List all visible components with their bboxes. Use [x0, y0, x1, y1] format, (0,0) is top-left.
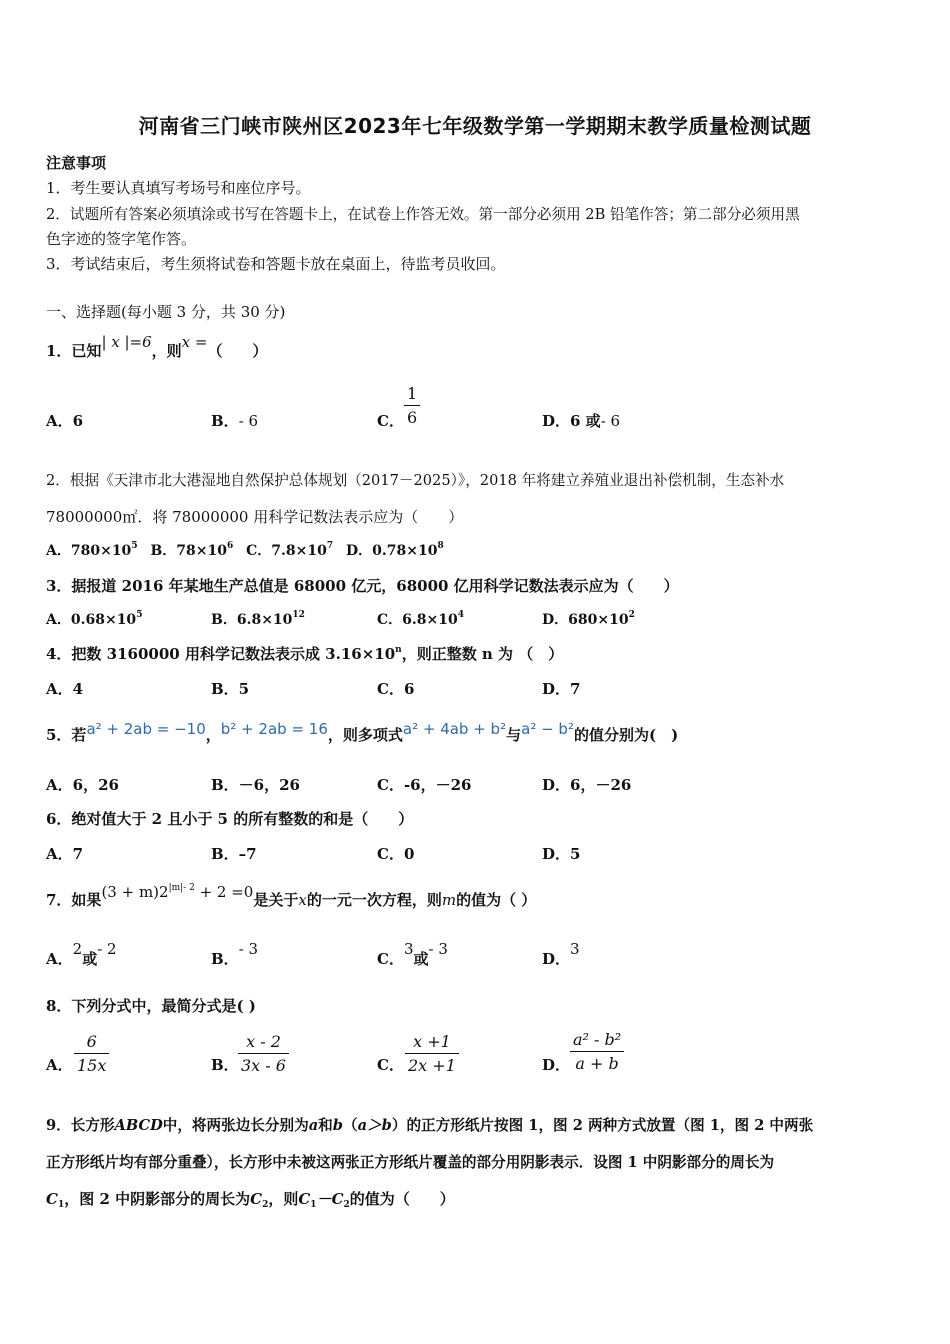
q7-a-or: 或: [82, 950, 98, 968]
q2-option-d[interactable]: [346, 543, 444, 559]
q7-var-m: m: [441, 891, 457, 909]
q1-variable: x =: [181, 333, 208, 351]
q7-eq-tail: + 2 =0: [194, 883, 254, 901]
q2-a-text: A．780×10: [46, 543, 132, 559]
q6-option-a[interactable]: A．7: [46, 845, 84, 863]
q7-equation: [101, 883, 253, 901]
q4-option-a[interactable]: A．4: [46, 680, 84, 698]
q8-d-numerator: a² - b²: [570, 1030, 624, 1052]
q7-option-d[interactable]: [542, 940, 580, 969]
q3-c-text: C．6.8×10: [377, 612, 458, 628]
q2-b-text: B．78×10: [150, 543, 227, 559]
q1-suffix: （ ）: [207, 342, 268, 360]
q5-comma: ，: [205, 726, 221, 744]
q3-d-text: D．680×10: [542, 612, 629, 628]
q1-d-value: 6 或: [570, 412, 601, 430]
q1-a-label: A．: [46, 412, 73, 430]
q1-c-numerator: 1: [404, 384, 420, 406]
q7-b-value: - 3: [238, 940, 259, 958]
q1-b-value: - 6: [238, 412, 259, 430]
q3-option-b[interactable]: [211, 609, 305, 629]
q3-c-exp: 4: [457, 610, 464, 620]
q5-prefix: 5．若: [46, 726, 87, 744]
q8-a-fraction: [74, 1032, 109, 1075]
q5-equation-2: b² + 2ab = 16: [220, 720, 328, 738]
q4-option-b[interactable]: B．5: [211, 680, 250, 698]
notice-item-2-cont: 色字迹的签字笔作答。: [46, 230, 197, 248]
q5-option-a[interactable]: A．6，26: [46, 776, 119, 794]
q3-a-exp: 5: [136, 610, 143, 620]
q1-option-a[interactable]: [46, 410, 83, 431]
question-4: [46, 643, 563, 664]
q5-suffix: 的值分别为( ): [573, 726, 679, 744]
q7-a-value-2: - 2: [97, 940, 117, 958]
q9-l3-c2b-sub: 2: [343, 1200, 350, 1210]
question-2-line-1: 2．根据《天津市北大港湿地自然保护总体规划（2017－2025）》，2018 年将建立养殖业退出补偿机制，生态补水: [46, 472, 785, 489]
question-7: [46, 883, 537, 910]
q7-b-label: B．: [211, 950, 239, 968]
q2-option-b[interactable]: [150, 543, 233, 559]
q8-d-fraction: [570, 1030, 624, 1073]
q7-option-a[interactable]: [46, 940, 117, 969]
q9-l3-c2: C: [250, 1190, 263, 1208]
q7-var-x: x: [298, 891, 307, 909]
q3-option-c[interactable]: [377, 609, 464, 629]
q2-c-text: C．7.8×10: [246, 543, 327, 559]
q2-option-c[interactable]: [246, 543, 333, 559]
q5-expression-2: a² − b²: [521, 720, 574, 738]
q3-d-exp: 2: [628, 610, 635, 620]
q8-option-b[interactable]: B．: [211, 1056, 239, 1074]
q9-l3-b: ，图 2 中阴影部分的周长为: [64, 1190, 251, 1208]
q2-d-exp: 8: [437, 541, 444, 551]
q5-equation-1: a² + 2ab = −10: [86, 720, 206, 738]
q6-option-c[interactable]: C．0: [377, 845, 415, 863]
q1-c-denominator: 6: [407, 408, 418, 427]
q8-b-fraction: [238, 1032, 289, 1075]
notice-item-1: 1．考生要认真填写考场号和座位序号。: [46, 179, 311, 197]
q3-option-d[interactable]: [542, 609, 635, 629]
q6-option-b[interactable]: B．–7: [211, 845, 257, 863]
q6-option-d[interactable]: D．5: [542, 845, 581, 863]
q8-option-a[interactable]: A．: [46, 1056, 73, 1074]
notice-heading: 注意事项: [46, 154, 107, 172]
q2-b-exp: 6: [226, 541, 234, 551]
q1-a-value: 6: [72, 412, 84, 430]
q7-eq-exp: |m|- 2: [168, 883, 195, 893]
q2-options: [46, 540, 444, 560]
question-9-line-1: [46, 1114, 813, 1135]
q2-option-a[interactable]: [46, 543, 138, 559]
question-1: [46, 333, 268, 361]
q9-l3-g: 的值为（ ）: [349, 1190, 455, 1208]
q9-l1-g: （: [342, 1117, 358, 1134]
q7-c-value-1: 3: [403, 940, 414, 958]
q9-l3-c2-sub: 2: [262, 1200, 269, 1210]
section-heading: 一、选择题(每小题 3 分，共 30 分): [46, 303, 286, 321]
question-2-line-2: 78000000㎡．将 78000000 用科学记数法表示应为（ ）: [46, 508, 464, 526]
q7-mid: 是关于: [253, 891, 299, 909]
q5-mid: ，则多项式: [327, 726, 403, 744]
q2-c-exp: 7: [326, 541, 334, 551]
q1-option-d[interactable]: [542, 410, 620, 431]
notice-item-3: 3．考试结束后，考生须将试卷和答题卡放在桌面上，待监考员收回。: [46, 255, 506, 273]
q5-option-d[interactable]: D．6，－26: [542, 776, 632, 794]
q8-d-denominator: a + b: [575, 1054, 619, 1073]
question-6: 6．绝对值大于 2 且小于 5 的所有整数的和是（ ）: [46, 810, 414, 828]
q2-a-exp: 5: [131, 541, 138, 551]
q3-b-exp: 12: [292, 610, 305, 620]
q5-and: 与: [506, 726, 522, 744]
q4-option-d[interactable]: D．7: [542, 680, 581, 698]
question-9-line-2: 正方形纸片均有部分重叠），长方形中未被这两张正方形纸片覆盖的部分用阴影表示．设图 1 中阴影部分的周长为: [46, 1154, 775, 1171]
notice-item-2: 2．试题所有答案必须填涂或书写在答题卡上，在试卷上作答无效。第一部分必须用 2B 铅笔作答；第二部分必须用黑: [46, 206, 800, 223]
q2-d-text: D．0.78×10: [345, 543, 438, 559]
q7-c-or: 或: [413, 950, 429, 968]
q1-c-label: C．: [377, 412, 404, 430]
q9-l1-b: ABCD: [114, 1117, 163, 1134]
q9-l1-f: b: [332, 1117, 343, 1134]
q1-d-value-2: - 6: [600, 412, 621, 430]
question-3: 3．据报道 2016 年某地生产总值是 68000 亿元，68000 亿用科学记数法表示应为（ ）: [46, 577, 679, 595]
q8-c-numerator: x +1: [405, 1032, 459, 1054]
q7-mid-2: 的一元一次方程，则: [306, 891, 442, 909]
q8-b-denominator: 3x - 6: [241, 1056, 286, 1075]
q1-b-label: B．: [211, 412, 239, 430]
q5-option-c[interactable]: C．-6，－26: [377, 776, 472, 794]
q5-option-b[interactable]: B．－6，26: [211, 776, 300, 794]
q1-mid: ，则: [151, 342, 182, 360]
q8-c-fraction: [405, 1032, 459, 1075]
question-5: [46, 720, 679, 745]
q7-a-label: A．: [46, 950, 73, 968]
q9-l3-c1-sub: 1: [57, 1200, 65, 1210]
q7-eq-base: (3 + m)2: [101, 883, 169, 901]
q5-expression-1: a² + 4ab + b²: [402, 720, 507, 738]
q7-option-c[interactable]: [377, 940, 448, 969]
q7-suffix: 的值为（ ）: [456, 891, 537, 909]
q9-l3-c1: C: [46, 1190, 58, 1208]
q1-equation: | x |=6: [101, 333, 152, 351]
question-9-line-3: [46, 1188, 455, 1209]
q9-l3-c1b: C: [298, 1190, 311, 1208]
q9-l1-a: 9．长方形: [46, 1117, 115, 1134]
q1-prefix: 1．已知: [46, 342, 102, 360]
q9-l1-i: ）的正方形纸片按图 1，图 2 两种方式放置（图 1，图 2 中两张: [391, 1117, 814, 1134]
q4-option-c[interactable]: C．6: [377, 680, 415, 698]
q4-text-pre: 4．把数 3160000 用科学记数法表示成 3.16×10: [46, 645, 396, 663]
q8-a-denominator: 15x: [77, 1056, 107, 1075]
question-8: 8．下列分式中，最简分式是( ): [46, 997, 256, 1015]
q3-b-text: B．6.8×10: [211, 612, 293, 628]
q8-b-numerator: x - 2: [238, 1032, 289, 1054]
q9-l1-h: a＞b: [357, 1117, 392, 1134]
q7-a-value-1: 2: [72, 940, 83, 958]
q3-option-a[interactable]: [46, 609, 142, 629]
q1-option-c[interactable]: [377, 410, 404, 431]
q8-option-c[interactable]: C．: [377, 1056, 404, 1074]
q8-option-d[interactable]: D．: [542, 1056, 571, 1074]
q7-d-value: 3: [570, 940, 580, 958]
q9-l1-d: a: [308, 1117, 319, 1134]
q1-d-label: D．: [542, 412, 571, 430]
q8-c-denominator: 2x +1: [408, 1056, 456, 1075]
q7-option-b[interactable]: [211, 940, 259, 969]
q7-c-value-2: - 3: [428, 940, 448, 958]
page-title: 河南省三门峡市陕州区2023年七年级数学第一学期期末教学质量检测试题: [138, 114, 812, 138]
q9-l3-c1b-sub: 1: [310, 1200, 317, 1210]
q4-text-post: ，则正整数 n 为 （ ）: [401, 645, 564, 663]
q9-l3-d: ，则: [268, 1190, 299, 1208]
q9-l3-minus-c2: －C: [316, 1190, 344, 1208]
q4-text-exp: n: [395, 645, 402, 655]
q7-d-label: D．: [542, 950, 571, 968]
q7-c-label: C．: [377, 950, 404, 968]
q1-option-b[interactable]: [211, 410, 258, 431]
q1-c-fraction: [404, 384, 420, 427]
q3-a-text: A．0.68×10: [46, 612, 137, 628]
q7-prefix: 7．如果: [46, 891, 102, 909]
q9-l1-e: 和: [318, 1117, 333, 1134]
q9-l1-c: 中，将两张边长分别为: [162, 1117, 309, 1134]
q8-a-numerator: 6: [74, 1032, 109, 1054]
